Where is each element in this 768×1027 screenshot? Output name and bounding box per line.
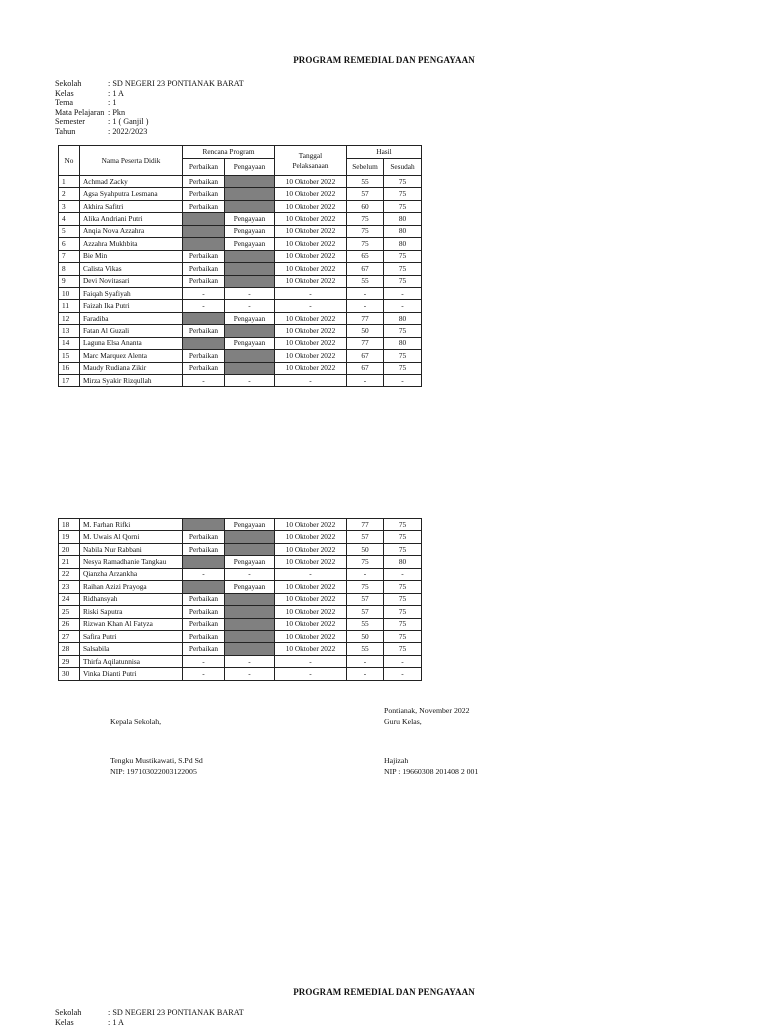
table-row: [59, 200, 422, 212]
cell-pengayaan: Pengayaan: [225, 312, 275, 324]
cell-nama: Qianzha Arzankha: [80, 568, 183, 580]
header-sesudah: Sesudah: [384, 159, 422, 176]
cell-perbaikan: -: [183, 655, 225, 667]
page2-info-row-kelas: Kelas : 1 A: [55, 1017, 124, 1027]
cell-sesudah: 80: [384, 312, 422, 324]
cell-sebelum: 55: [347, 643, 384, 655]
cell-nama: Faradiba: [80, 312, 183, 324]
cell-perbaikan: [183, 337, 225, 349]
cell-nama: Safira Putri: [80, 630, 183, 642]
page2-info-row-sekolah: Sekolah : SD NEGERI 23 PONTIANAK BARAT: [55, 1008, 244, 1017]
cell-no: 2: [59, 188, 80, 200]
cell-no: 14: [59, 337, 80, 349]
cell-nama: Devi Novitasari: [80, 275, 183, 287]
cell-no: 28: [59, 643, 80, 655]
cell-nama: Faiqah Syafiyah: [80, 287, 183, 299]
cell-tanggal: 10 Oktober 2022: [275, 337, 347, 349]
cell-sebelum: 75: [347, 225, 384, 237]
cell-perbaikan: Perbaikan: [183, 275, 225, 287]
cell-tanggal: 10 Oktober 2022: [275, 362, 347, 374]
cell-pengayaan: -: [225, 568, 275, 580]
table-row: [59, 556, 422, 568]
cell-sesudah: 80: [384, 225, 422, 237]
cell-sesudah: 75: [384, 643, 422, 655]
info-row-tema: Tema : 1: [55, 98, 117, 108]
cell-perbaikan: -: [183, 300, 225, 312]
cell-no: 4: [59, 213, 80, 225]
cell-no: 20: [59, 543, 80, 555]
cell-no: 19: [59, 531, 80, 543]
table-row: [59, 287, 422, 299]
table-row: [59, 568, 422, 580]
cell-sebelum: 67: [347, 263, 384, 275]
cell-no: 26: [59, 618, 80, 630]
cell-tanggal: 10 Oktober 2022: [275, 213, 347, 225]
cell-nama: Nesya Ramadhanie Tangkau: [80, 556, 183, 568]
cell-perbaikan: [183, 581, 225, 593]
place-date: Pontianak, November 2022: [384, 706, 470, 715]
table-row: [59, 618, 422, 630]
cell-sesudah: 75: [384, 350, 422, 362]
cell-no: 5: [59, 225, 80, 237]
table-row: [59, 655, 422, 667]
cell-tanggal: 10 Oktober 2022: [275, 350, 347, 362]
cell-nama: Salsabila: [80, 643, 183, 655]
info-block: [55, 79, 244, 137]
cell-pengayaan: [225, 362, 275, 374]
table-row: [59, 668, 422, 680]
cell-sebelum: 50: [347, 630, 384, 642]
cell-sesudah: 75: [384, 325, 422, 337]
kepala-sekolah-name: Tengku Mustikawati, S.Pd Sd: [110, 756, 203, 765]
info-row-semester: Semester : 1 ( Ganjil ): [55, 117, 149, 127]
cell-no: 3: [59, 200, 80, 212]
cell-sebelum: 77: [347, 312, 384, 324]
cell-tanggal: 10 Oktober 2022: [275, 606, 347, 618]
cell-pengayaan: [225, 200, 275, 212]
cell-pengayaan: [225, 350, 275, 362]
cell-no: 15: [59, 350, 80, 362]
cell-perbaikan: Perbaikan: [183, 200, 225, 212]
header-hasil: Hasil: [347, 146, 422, 159]
cell-sesudah: 75: [384, 581, 422, 593]
cell-nama: Faizah Ika Putri: [80, 300, 183, 312]
cell-nama: Anqia Nova Azzahra: [80, 225, 183, 237]
cell-nama: M. Farhan Rifki: [80, 519, 183, 531]
cell-perbaikan: Perbaikan: [183, 350, 225, 362]
info-row-mapel: Mata Pelajaran : Pkn: [55, 107, 126, 117]
table-row: [59, 375, 422, 387]
cell-sebelum: -: [347, 668, 384, 680]
cell-tanggal: 10 Oktober 2022: [275, 275, 347, 287]
cell-tanggal: 10 Oktober 2022: [275, 225, 347, 237]
cell-no: 8: [59, 263, 80, 275]
table-row: [59, 250, 422, 262]
cell-sebelum: 60: [347, 200, 384, 212]
cell-tanggal: 10 Oktober 2022: [275, 325, 347, 337]
cell-perbaikan: Perbaikan: [183, 531, 225, 543]
cell-sesudah: 75: [384, 176, 422, 188]
page-title: PROGRAM REMEDIAL DAN PENGAYAAN: [293, 55, 475, 65]
cell-tanggal: 10 Oktober 2022: [275, 263, 347, 275]
cell-sesudah: 75: [384, 630, 422, 642]
cell-pengayaan: -: [225, 287, 275, 299]
cell-pengayaan: Pengayaan: [225, 556, 275, 568]
header-rencana: Rencana Program: [183, 146, 275, 159]
cell-no: 17: [59, 375, 80, 387]
table-row: [59, 606, 422, 618]
cell-no: 29: [59, 655, 80, 667]
cell-pengayaan: [225, 188, 275, 200]
cell-nama: Maudy Rudiana Zikir: [80, 362, 183, 374]
table-row: [59, 643, 422, 655]
cell-sebelum: 75: [347, 581, 384, 593]
cell-perbaikan: [183, 225, 225, 237]
cell-perbaikan: Perbaikan: [183, 630, 225, 642]
cell-pengayaan: -: [225, 668, 275, 680]
cell-sesudah: 75: [384, 531, 422, 543]
cell-sesudah: 75: [384, 188, 422, 200]
cell-sebelum: -: [347, 375, 384, 387]
cell-tanggal: -: [275, 655, 347, 667]
remedial-table-1: [58, 145, 422, 387]
header-nama: Nama Peserta Didik: [80, 146, 183, 176]
cell-perbaikan: Perbaikan: [183, 250, 225, 262]
guru-kelas-name: Hajizah: [384, 756, 409, 765]
cell-pengayaan: [225, 593, 275, 605]
cell-perbaikan: Perbaikan: [183, 543, 225, 555]
cell-no: 22: [59, 568, 80, 580]
cell-sebelum: 57: [347, 593, 384, 605]
cell-sesudah: -: [384, 655, 422, 667]
cell-pengayaan: Pengayaan: [225, 238, 275, 250]
info-row-tahun: Tahun : 2022/2023: [55, 126, 148, 136]
cell-pengayaan: [225, 618, 275, 630]
table-row: [59, 519, 422, 531]
cell-perbaikan: [183, 519, 225, 531]
cell-pengayaan: Pengayaan: [225, 225, 275, 237]
cell-pengayaan: [225, 606, 275, 618]
table-body-1: [59, 176, 422, 387]
cell-no: 11: [59, 300, 80, 312]
cell-sebelum: 57: [347, 606, 384, 618]
cell-tanggal: 10 Oktober 2022: [275, 581, 347, 593]
cell-sebelum: 57: [347, 188, 384, 200]
cell-nama: Fatan Al Guzali: [80, 325, 183, 337]
cell-tanggal: 10 Oktober 2022: [275, 593, 347, 605]
cell-sesudah: 75: [384, 275, 422, 287]
cell-pengayaan: [225, 275, 275, 287]
page2-info-block: [55, 1008, 244, 1027]
table-row: [59, 275, 422, 287]
remedial-table-2: [58, 518, 422, 681]
cell-tanggal: 10 Oktober 2022: [275, 556, 347, 568]
cell-perbaikan: Perbaikan: [183, 618, 225, 630]
table-row: [59, 325, 422, 337]
cell-tanggal: 10 Oktober 2022: [275, 543, 347, 555]
cell-sebelum: 75: [347, 238, 384, 250]
cell-no: 25: [59, 606, 80, 618]
cell-tanggal: 10 Oktober 2022: [275, 519, 347, 531]
table-row: [59, 263, 422, 275]
cell-sebelum: 75: [347, 213, 384, 225]
cell-perbaikan: Perbaikan: [183, 263, 225, 275]
cell-sebelum: 50: [347, 543, 384, 555]
cell-perbaikan: [183, 238, 225, 250]
cell-pengayaan: -: [225, 655, 275, 667]
cell-tanggal: 10 Oktober 2022: [275, 188, 347, 200]
cell-sebelum: 77: [347, 337, 384, 349]
cell-perbaikan: Perbaikan: [183, 593, 225, 605]
cell-tanggal: 10 Oktober 2022: [275, 250, 347, 262]
cell-sebelum: 55: [347, 176, 384, 188]
cell-pengayaan: -: [225, 300, 275, 312]
table-body-2: [59, 519, 422, 681]
cell-sebelum: 67: [347, 350, 384, 362]
cell-sesudah: -: [384, 300, 422, 312]
cell-sesudah: 75: [384, 618, 422, 630]
table-row: [59, 300, 422, 312]
cell-no: 18: [59, 519, 80, 531]
cell-nama: Vinka Dianti Putri: [80, 668, 183, 680]
cell-tanggal: 10 Oktober 2022: [275, 630, 347, 642]
cell-sesudah: -: [384, 668, 422, 680]
cell-sesudah: -: [384, 568, 422, 580]
cell-no: 1: [59, 176, 80, 188]
header-sebelum: Sebelum: [347, 159, 384, 176]
cell-sebelum: 65: [347, 250, 384, 262]
cell-perbaikan: -: [183, 568, 225, 580]
cell-tanggal: 10 Oktober 2022: [275, 643, 347, 655]
cell-no: 27: [59, 630, 80, 642]
cell-sebelum: 55: [347, 618, 384, 630]
cell-perbaikan: -: [183, 668, 225, 680]
table-row: [59, 188, 422, 200]
cell-sesudah: -: [384, 287, 422, 299]
cell-nama: Bie Min: [80, 250, 183, 262]
guru-kelas-nip: NIP : 19660308 201408 2 001: [384, 767, 479, 776]
cell-tanggal: 10 Oktober 2022: [275, 200, 347, 212]
cell-nama: Marc Marquez Alenta: [80, 350, 183, 362]
cell-perbaikan: -: [183, 287, 225, 299]
cell-sesudah: 80: [384, 238, 422, 250]
cell-pengayaan: [225, 643, 275, 655]
cell-tanggal: 10 Oktober 2022: [275, 618, 347, 630]
cell-sesudah: 80: [384, 556, 422, 568]
cell-no: 21: [59, 556, 80, 568]
cell-nama: Alika Andriani Putri: [80, 213, 183, 225]
cell-no: 6: [59, 238, 80, 250]
cell-no: 13: [59, 325, 80, 337]
cell-perbaikan: [183, 556, 225, 568]
info-row-kelas: Kelas : 1 A: [55, 88, 124, 98]
cell-tanggal: -: [275, 568, 347, 580]
cell-nama: Mirza Syakir Rizqullah: [80, 375, 183, 387]
table-row: [59, 213, 422, 225]
cell-nama: Calista Vikas: [80, 263, 183, 275]
table-row: [59, 238, 422, 250]
cell-no: 10: [59, 287, 80, 299]
cell-pengayaan: [225, 325, 275, 337]
table-row: [59, 362, 422, 374]
cell-tanggal: -: [275, 287, 347, 299]
cell-nama: Riski Saputra: [80, 606, 183, 618]
cell-nama: Rizwan Khan Al Fatyza: [80, 618, 183, 630]
cell-nama: M. Uwais Al Qorni: [80, 531, 183, 543]
cell-nama: Akhira Safitri: [80, 200, 183, 212]
cell-sebelum: -: [347, 287, 384, 299]
cell-pengayaan: [225, 250, 275, 262]
table-row: [59, 581, 422, 593]
table-row: [59, 337, 422, 349]
cell-sebelum: 57: [347, 531, 384, 543]
cell-sebelum: 77: [347, 519, 384, 531]
table-row: [59, 312, 422, 324]
cell-sesudah: 80: [384, 337, 422, 349]
guru-kelas-title: Guru Kelas,: [384, 717, 422, 726]
cell-nama: Achmad Zacky: [80, 176, 183, 188]
cell-sebelum: 50: [347, 325, 384, 337]
table-row: [59, 543, 422, 555]
cell-nama: Thirfa Aqilatunnisa: [80, 655, 183, 667]
table-row: [59, 176, 422, 188]
cell-pengayaan: Pengayaan: [225, 213, 275, 225]
cell-perbaikan: Perbaikan: [183, 643, 225, 655]
table-row: [59, 531, 422, 543]
table-row: [59, 350, 422, 362]
cell-perbaikan: -: [183, 375, 225, 387]
cell-no: 30: [59, 668, 80, 680]
cell-sesudah: 80: [384, 213, 422, 225]
table-row: [59, 630, 422, 642]
cell-tanggal: 10 Oktober 2022: [275, 238, 347, 250]
cell-sebelum: 55: [347, 275, 384, 287]
kepala-sekolah-nip: NIP: 197103022003122005: [110, 767, 197, 776]
cell-pengayaan: Pengayaan: [225, 581, 275, 593]
cell-no: 7: [59, 250, 80, 262]
cell-tanggal: 10 Oktober 2022: [275, 531, 347, 543]
cell-sesudah: 75: [384, 606, 422, 618]
cell-perbaikan: [183, 213, 225, 225]
page2-title: PROGRAM REMEDIAL DAN PENGAYAAN: [293, 987, 475, 997]
cell-tanggal: -: [275, 300, 347, 312]
header-pengayaan: Pengayaan: [225, 159, 275, 176]
cell-pengayaan: -: [225, 375, 275, 387]
cell-sebelum: -: [347, 300, 384, 312]
cell-no: 16: [59, 362, 80, 374]
cell-sebelum: 75: [347, 556, 384, 568]
cell-sesudah: 75: [384, 519, 422, 531]
kepala-sekolah-title: Kepala Sekolah,: [110, 717, 162, 726]
cell-nama: Raihan Azizi Prayoga: [80, 581, 183, 593]
cell-no: 23: [59, 581, 80, 593]
cell-perbaikan: Perbaikan: [183, 362, 225, 374]
cell-sebelum: 67: [347, 362, 384, 374]
cell-tanggal: 10 Oktober 2022: [275, 176, 347, 188]
info-row-sekolah: Sekolah : SD NEGERI 23 PONTIANAK BARAT: [55, 79, 244, 88]
cell-pengayaan: Pengayaan: [225, 519, 275, 531]
cell-perbaikan: [183, 312, 225, 324]
header-no: No: [59, 146, 80, 176]
cell-sesudah: 75: [384, 593, 422, 605]
cell-perbaikan: Perbaikan: [183, 188, 225, 200]
cell-perbaikan: Perbaikan: [183, 606, 225, 618]
cell-perbaikan: Perbaikan: [183, 325, 225, 337]
cell-pengayaan: [225, 543, 275, 555]
cell-pengayaan: [225, 531, 275, 543]
table-row: [59, 225, 422, 237]
cell-sesudah: 75: [384, 250, 422, 262]
cell-sesudah: 75: [384, 543, 422, 555]
cell-nama: Nabila Nur Rabbani: [80, 543, 183, 555]
header-perbaikan: Perbaikan: [183, 159, 225, 176]
cell-tanggal: -: [275, 375, 347, 387]
cell-sebelum: -: [347, 568, 384, 580]
cell-pengayaan: Pengayaan: [225, 337, 275, 349]
table-row: [59, 593, 422, 605]
cell-tanggal: 10 Oktober 2022: [275, 312, 347, 324]
cell-nama: Laguna Elsa Ananta: [80, 337, 183, 349]
cell-no: 24: [59, 593, 80, 605]
cell-nama: Agsa Syahputra Lesmana: [80, 188, 183, 200]
cell-sesudah: 75: [384, 263, 422, 275]
cell-pengayaan: [225, 630, 275, 642]
cell-sesudah: 75: [384, 200, 422, 212]
cell-sesudah: -: [384, 375, 422, 387]
cell-pengayaan: [225, 263, 275, 275]
cell-pengayaan: [225, 176, 275, 188]
header-tanggal: Tanggal Pelaksanaan: [275, 146, 347, 176]
cell-nama: Azzahra Mukhbita: [80, 238, 183, 250]
cell-no: 12: [59, 312, 80, 324]
cell-sebelum: -: [347, 655, 384, 667]
cell-tanggal: -: [275, 668, 347, 680]
cell-no: 9: [59, 275, 80, 287]
cell-sesudah: 75: [384, 362, 422, 374]
cell-nama: Ridhansyah: [80, 593, 183, 605]
cell-perbaikan: Perbaikan: [183, 176, 225, 188]
